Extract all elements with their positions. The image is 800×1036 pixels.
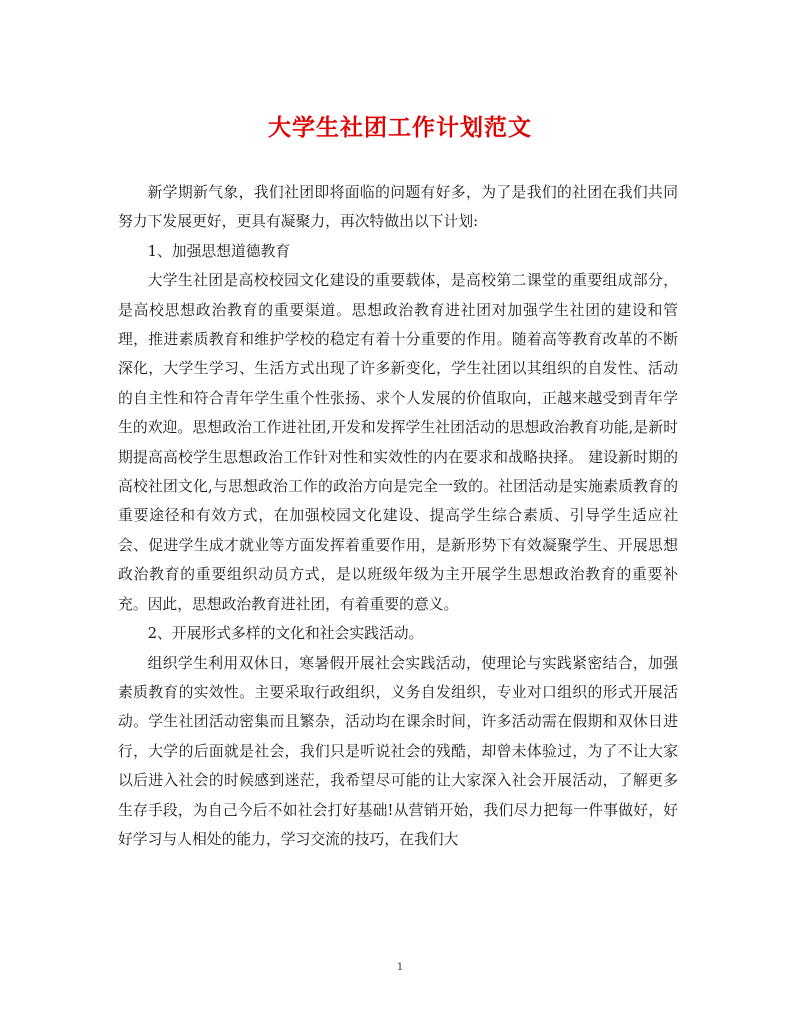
document-body [118, 178, 678, 854]
section-heading-2: 2、开展形式多样的文化和社会实践活动。 [147, 625, 424, 643]
document-title: 大学生社团工作计划范文 [268, 114, 532, 141]
section-heading-1: 1、加强思想道德教育 [147, 242, 291, 260]
page-number: 1 [396, 962, 404, 973]
paragraph-intro: 新学期新气象，我们社团即将面临的问题有好多，为了是我们的社团在我们共同努力下发展更好，更具有凝聚力，再次特做出以下计划: [118, 184, 678, 231]
paragraph-section-1: 大学生社团是高校校园文化建设的重要载体，是高校第二课堂的重要组成部分，是高校思想政治教育的重要渠道。思想政治教育进社团对加强学生社团的建设和管理，推进素质教育和维护学校的稳定有着十分重要的作用。随着高等教育改革的不断深化，大学生学习、生活方式出现了许多新变化，学生社团以其组织的自发性、活动的自主性和符合青年学生重个性张扬、求个人发展的价值取向，正越来越受到青年学生的欢迎。思想政治工作进社团,开发和发挥学生社团活动的思想政治教育功能,是新时期提高高校学生思想政治工作针对性和实效性的内在要求和战略抉择。 建设新时期的高校社团文化,与思想政治工作的政治方向是完全一致的。社团活动是实施素质教育的重要途径和有效方式，在加强校园文化建设、提高学生综合素质、引导学生适应社会、促进学生成才就业等方面发挥着重要作用，是新形势下有效凝聚学生、开展思想政治教育的重要组织动员方式，是以班级年级为主开展学生思想政治教育的重要补充。因此，思想政治教育进社团，有着重要的意义。 [118, 272, 678, 613]
paragraph-section-2: 组织学生利用双休日，寒暑假开展社会实践活动，使理论与实践紧密结合，加强素质教育的实效性。主要采取行政组织，义务自发组织，专业对口组织的形式开展活动。学生社团活动密集而且繁杂，活动均在课余时间，许多活动需在假期和双休日进行，大学的后面就是社会，我们只是听说社会的残酷，却曾未体验过，为了不让大家以后进入社会的时候感到迷茫，我希望尽可能的让大家深入社会开展活动，了解更多生存手段，为自己今后不如社会打好基础!从营销开始，我们尽力把每一件事做好，好好学习与人相处的能力，学习交流的技巧，在我们大 [118, 654, 678, 848]
